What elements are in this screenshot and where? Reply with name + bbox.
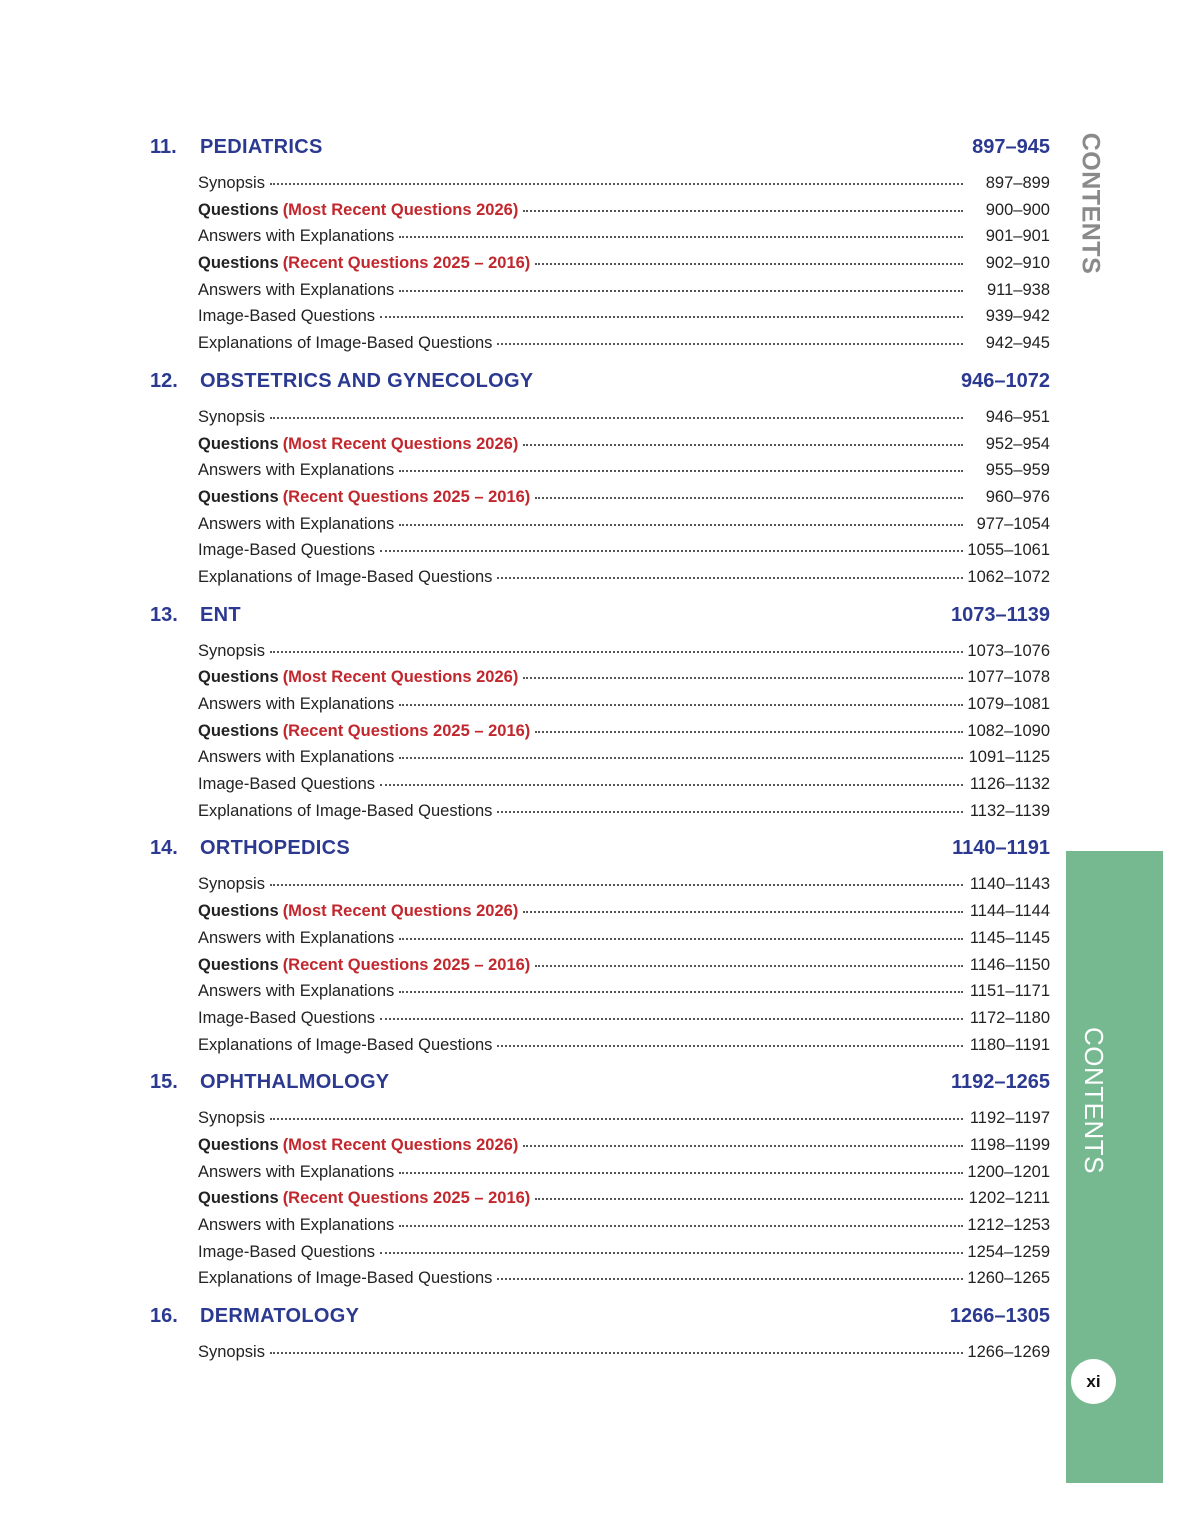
- dot-leader: [523, 1143, 963, 1147]
- entry-label-bold: Questions: [198, 254, 279, 273]
- entry-label: [198, 956, 530, 975]
- chapter-title: PEDIATRICS: [200, 136, 323, 158]
- entry-label: [198, 1163, 394, 1182]
- entry-pages: 1082–1090: [967, 721, 1050, 740]
- chapter-pages: 1140–1191: [952, 837, 1050, 860]
- entry-pages: 1055–1061: [967, 541, 1050, 560]
- entry-label: [198, 1109, 265, 1128]
- entry-label-text: Answers with Explanations: [198, 1216, 395, 1234]
- entry-label-text: Image-Based Questions: [198, 775, 376, 794]
- entry-label: [198, 408, 265, 427]
- dot-leader: [497, 809, 963, 813]
- entry-pages: 900–900: [985, 200, 1050, 219]
- toc-entry: [198, 929, 1050, 956]
- toc-entry: [198, 568, 1050, 595]
- entry-label-text: Synopsis: [198, 407, 265, 426]
- entry-label: [198, 1136, 518, 1155]
- chapter-pages: 1192–1265: [950, 1071, 1050, 1094]
- entry-label: [198, 748, 394, 767]
- entry-label-text: Synopsis: [198, 875, 265, 894]
- chapter-heading: [150, 837, 1050, 869]
- toc-entry: [198, 408, 1050, 435]
- section-tab-text: CONTENTS: [1078, 1026, 1109, 1174]
- side-heading-text: CONTENTS: [1076, 132, 1105, 274]
- dot-leader: [399, 522, 963, 526]
- entry-label-note: (Recent Questions 2025 – 2016): [282, 955, 531, 974]
- entry-label: [198, 227, 394, 246]
- dot-leader: [523, 442, 963, 446]
- entry-pages: 1140–1143: [969, 875, 1050, 894]
- chapter-section: [150, 1305, 1050, 1370]
- entry-label-text: Synopsis: [198, 1109, 265, 1128]
- section-tab-label: [1058, 1026, 1128, 1174]
- toc-entry: [198, 695, 1050, 722]
- toc-entry: [198, 668, 1050, 695]
- entry-label: [198, 1189, 530, 1208]
- entry-label: [198, 307, 375, 326]
- entry-pages: 960–976: [985, 487, 1050, 506]
- toc-entry: [198, 902, 1050, 929]
- dot-leader: [523, 675, 963, 679]
- entry-pages: 902–910: [985, 254, 1050, 273]
- chapter-number: 16.: [150, 1305, 178, 1328]
- entry-label-note: (Most Recent Questions 2026): [282, 1135, 519, 1154]
- chapter-section: [150, 136, 1050, 361]
- entry-label-text: Answers with Explanations: [198, 928, 395, 947]
- dot-leader: [380, 314, 963, 318]
- entry-label: [198, 281, 394, 300]
- toc-entry: [198, 461, 1050, 488]
- dot-leader: [497, 575, 963, 579]
- entry-label-note: (Most Recent Questions 2026): [282, 668, 519, 687]
- entry-pages: 1200–1201: [967, 1162, 1050, 1181]
- entry-pages: 1254–1259: [967, 1242, 1050, 1261]
- dot-leader: [399, 936, 963, 940]
- entry-pages: 1266–1269: [967, 1343, 1050, 1362]
- entry-pages: 1079–1081: [967, 695, 1050, 713]
- table-of-contents: [150, 136, 1050, 1379]
- entry-label-text: Image-Based Questions: [198, 541, 376, 560]
- entry-label-text: Answers with Explanations: [198, 982, 395, 1001]
- entry-label: [198, 334, 492, 353]
- chapter-pages: 1073–1139: [950, 603, 1050, 626]
- toc-entry: [198, 982, 1050, 1009]
- entry-label-bold: Questions: [198, 668, 279, 687]
- entry-pages: 946–951: [985, 407, 1050, 426]
- entry-label-text: Explanations of Image-Based Questions: [198, 1035, 493, 1054]
- entry-label-note: (Most Recent Questions 2026): [282, 902, 519, 921]
- toc-entry: [198, 875, 1050, 902]
- entry-label: [198, 668, 518, 687]
- dot-leader: [535, 261, 963, 265]
- entry-pages: 955–959: [985, 461, 1050, 480]
- chapter-pages: 946–1072: [961, 369, 1050, 392]
- chapter-number: 15.: [150, 1071, 178, 1094]
- chapter-number: 12.: [150, 369, 178, 392]
- chapter-title: OPHTHALMOLOGY: [200, 1071, 390, 1094]
- toc-entry: [198, 201, 1050, 228]
- toc-entry: [198, 1343, 1050, 1370]
- toc-entry: [198, 642, 1050, 669]
- dot-leader: [497, 341, 963, 345]
- entry-pages: 977–1054: [976, 514, 1050, 533]
- dot-leader: [535, 729, 963, 733]
- dot-leader: [399, 1170, 963, 1174]
- entry-label-text: Synopsis: [198, 641, 265, 660]
- dot-leader: [523, 208, 963, 212]
- entry-label: [198, 642, 265, 661]
- chapter-section: [150, 1071, 1050, 1296]
- chapter-title: ENT: [200, 603, 241, 626]
- entry-label-text: Synopsis: [198, 1343, 265, 1362]
- entry-pages: 901–901: [985, 227, 1050, 246]
- entry-label-text: Image-Based Questions: [198, 1242, 376, 1261]
- chapter-pages: 1266–1305: [949, 1305, 1050, 1328]
- dot-leader: [399, 989, 963, 993]
- toc-entry: [198, 1163, 1050, 1190]
- toc-entry: [198, 488, 1050, 515]
- entry-pages: 1151–1171: [969, 982, 1050, 1001]
- entry-label: [198, 488, 530, 507]
- chapter-section: [150, 604, 1050, 829]
- entry-pages: 1073–1076: [967, 641, 1050, 660]
- toc-entry: [198, 174, 1050, 201]
- chapter-title: OBSTETRICS AND GYNECOLOGY: [200, 369, 534, 392]
- toc-entry: [198, 802, 1050, 829]
- entry-label: [198, 902, 518, 921]
- dot-leader: [380, 1016, 963, 1020]
- toc-entry: [198, 748, 1050, 775]
- entry-pages: 1192–1197: [969, 1109, 1050, 1128]
- entry-label: [198, 1269, 492, 1288]
- entry-label: [198, 174, 265, 193]
- entry-label-bold: Questions: [198, 955, 279, 974]
- entry-pages: 1212–1253: [967, 1216, 1050, 1234]
- dot-leader: [270, 1116, 963, 1120]
- entry-label: [198, 568, 492, 587]
- entry-label: [198, 1036, 492, 1055]
- entry-label-text: Answers with Explanations: [198, 280, 395, 299]
- entry-pages: 1062–1072: [967, 567, 1050, 586]
- toc-entry: [198, 1189, 1050, 1216]
- entry-pages: 897–899: [985, 174, 1050, 192]
- entry-pages: 1145–1145: [969, 928, 1050, 947]
- entry-label-bold: Questions: [198, 721, 279, 740]
- toc-entry: [198, 307, 1050, 334]
- dot-leader: [380, 1250, 963, 1254]
- chapter-heading: [150, 604, 1050, 636]
- entry-label-bold: Questions: [198, 434, 279, 453]
- dot-leader: [380, 548, 963, 552]
- entry-label-text: Answers with Explanations: [198, 514, 395, 533]
- entry-label: [198, 254, 530, 273]
- entry-label-text: Explanations of Image-Based Questions: [198, 334, 493, 353]
- chapter-number: 13.: [150, 603, 178, 626]
- dot-leader: [497, 1043, 963, 1047]
- entry-pages: 1146–1150: [969, 955, 1050, 974]
- entry-pages: 1126–1132: [969, 775, 1050, 794]
- toc-entry: [198, 515, 1050, 542]
- entry-label-note: (Recent Questions 2025 – 2016): [282, 487, 531, 506]
- entry-label-text: Explanations of Image-Based Questions: [198, 567, 493, 586]
- entry-label-bold: Questions: [198, 200, 279, 219]
- entry-pages: 939–942: [985, 307, 1050, 326]
- toc-entry: [198, 334, 1050, 361]
- entry-label: [198, 1243, 375, 1262]
- entry-label: [198, 1216, 394, 1235]
- chapter-section: [150, 370, 1050, 595]
- entry-label: [198, 515, 394, 534]
- entry-label-text: Answers with Explanations: [198, 227, 395, 246]
- chapter-number: 14.: [150, 837, 178, 860]
- entry-label-text: Answers with Explanations: [198, 748, 395, 767]
- toc-entry: [198, 254, 1050, 281]
- dot-leader: [399, 1223, 963, 1227]
- entry-label-note: (Recent Questions 2025 – 2016): [282, 1189, 531, 1208]
- dot-leader: [399, 755, 963, 759]
- entry-pages: 1172–1180: [969, 1008, 1050, 1027]
- entry-label: [198, 775, 375, 794]
- toc-entry: [198, 435, 1050, 462]
- dot-leader: [270, 415, 963, 419]
- toc-entry: [198, 1109, 1050, 1136]
- entry-label-text: Answers with Explanations: [198, 695, 395, 713]
- entry-pages: 1180–1191: [969, 1035, 1050, 1054]
- chapter-entries: [150, 1109, 1050, 1296]
- dot-leader: [270, 882, 963, 886]
- toc-entry: [198, 722, 1050, 749]
- entry-label-note: (Recent Questions 2025 – 2016): [282, 254, 531, 273]
- chapter-entries: [150, 408, 1050, 595]
- dot-leader: [399, 702, 963, 706]
- entry-label-text: Answers with Explanations: [198, 1162, 395, 1181]
- toc-entry: [198, 1216, 1050, 1243]
- chapter-entries: [150, 174, 1050, 361]
- entry-label: [198, 461, 394, 480]
- entry-label-bold: Questions: [198, 1135, 279, 1154]
- dot-leader: [497, 1276, 963, 1280]
- dot-leader: [270, 1350, 963, 1354]
- entry-label: [198, 875, 265, 894]
- page-number-badge: xi: [1071, 1359, 1116, 1404]
- toc-entry: [198, 1136, 1050, 1163]
- entry-label-bold: Questions: [198, 902, 279, 921]
- chapter-heading: [150, 136, 1050, 168]
- side-heading: [1062, 132, 1118, 274]
- dot-leader: [535, 1196, 963, 1200]
- chapter-heading: [150, 370, 1050, 402]
- dot-leader: [270, 181, 963, 185]
- toc-entry: [198, 1243, 1050, 1270]
- entry-label-bold: Questions: [198, 1189, 279, 1208]
- entry-label: [198, 541, 375, 560]
- chapter-number: 11.: [150, 136, 177, 158]
- entry-pages: 942–945: [985, 334, 1050, 353]
- entry-label: [198, 695, 394, 714]
- dot-leader: [380, 782, 963, 786]
- entry-label-text: Explanations of Image-Based Questions: [198, 1269, 493, 1288]
- entry-label-text: Image-Based Questions: [198, 1008, 376, 1027]
- toc-entry: [198, 1269, 1050, 1296]
- dot-leader: [399, 234, 963, 238]
- entry-label-text: Explanations of Image-Based Questions: [198, 801, 493, 820]
- entry-pages: 1202–1211: [968, 1189, 1050, 1208]
- entry-pages: 1198–1199: [969, 1135, 1050, 1154]
- toc-entry: [198, 775, 1050, 802]
- entry-label: [198, 201, 518, 220]
- dot-leader: [535, 963, 963, 967]
- toc-entry: [198, 281, 1050, 308]
- chapter-heading: [150, 1305, 1050, 1337]
- entry-pages: 911–938: [986, 280, 1050, 299]
- toc-entry: [198, 1009, 1050, 1036]
- toc-entry: [198, 1036, 1050, 1063]
- toc-entry: [198, 541, 1050, 568]
- entry-label-note: (Most Recent Questions 2026): [282, 200, 519, 219]
- entry-pages: 1260–1265: [967, 1269, 1050, 1288]
- toc-entry: [198, 956, 1050, 983]
- entry-label-text: Image-Based Questions: [198, 307, 376, 326]
- entry-label: [198, 1009, 375, 1028]
- entry-label: [198, 929, 394, 948]
- chapter-title: DERMATOLOGY: [200, 1305, 360, 1328]
- chapter-section: [150, 837, 1050, 1062]
- entry-label: [198, 722, 530, 741]
- chapter-entries: [150, 642, 1050, 829]
- entry-label-bold: Questions: [198, 487, 279, 506]
- entry-label: [198, 982, 394, 1001]
- entry-pages: 1091–1125: [968, 748, 1050, 767]
- entry-label: [198, 802, 492, 821]
- entry-pages: 1144–1144: [969, 902, 1050, 921]
- dot-leader: [535, 495, 963, 499]
- dot-leader: [523, 909, 963, 913]
- entry-label-note: (Most Recent Questions 2026): [282, 434, 519, 453]
- dot-leader: [399, 468, 963, 472]
- chapter-heading: [150, 1071, 1050, 1103]
- dot-leader: [399, 288, 963, 292]
- chapter-entries: [150, 1343, 1050, 1370]
- dot-leader: [270, 649, 963, 653]
- entry-pages: 1077–1078: [967, 668, 1050, 687]
- entry-label-note: (Recent Questions 2025 – 2016): [282, 721, 531, 740]
- entry-label: [198, 435, 518, 454]
- chapter-title: ORTHOPEDICS: [200, 837, 350, 860]
- chapter-pages: 897–945: [972, 136, 1050, 158]
- entry-pages: 952–954: [985, 434, 1050, 453]
- toc-entry: [198, 227, 1050, 254]
- entry-label: [198, 1343, 265, 1362]
- entry-label-text: Answers with Explanations: [198, 461, 395, 480]
- entry-label-text: Synopsis: [198, 174, 265, 192]
- chapter-entries: [150, 875, 1050, 1062]
- entry-pages: 1132–1139: [969, 801, 1050, 820]
